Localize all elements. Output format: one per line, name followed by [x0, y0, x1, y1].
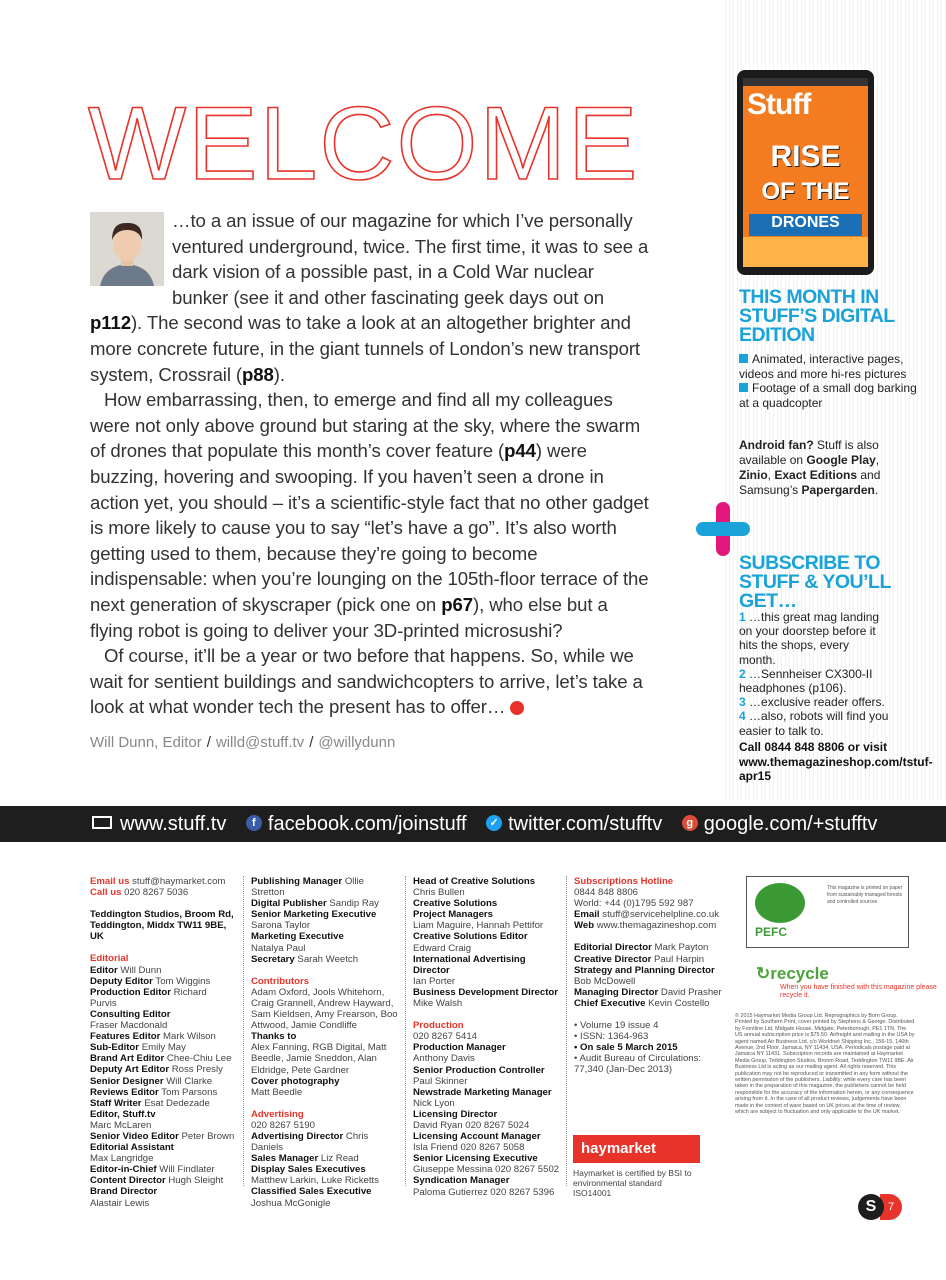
credit-line: Production Manager [413, 1042, 506, 1054]
credit-line: Sub-Editor Emily May [90, 1042, 186, 1054]
credit-line: • Audit Bureau of Circulations: [574, 1053, 702, 1065]
credit-line: Max Langridge [90, 1153, 154, 1165]
spacer [574, 1009, 724, 1020]
credit-line: Advertising Director Chris Daniels [251, 1130, 369, 1154]
credit-line: Digital Publisher Sandip Ray [251, 898, 379, 910]
credit-line: Content Director Hugh Sleight [90, 1175, 224, 1187]
spacer [251, 965, 399, 976]
twitter-link[interactable]: twitter.com/stufftv [508, 813, 663, 835]
credit-line: Sales Manager Liz Read [251, 1153, 359, 1165]
credit-line: 020 8267 5190 [251, 1119, 316, 1131]
credit-line: Email stuff@servicehelpline.co.uk [574, 909, 720, 921]
subscribe-heading: SUBSCRIBE TO STUFF & YOU’LL GET… [739, 552, 891, 612]
credit-line: Mike Walsh [413, 998, 463, 1010]
credit-line: Reviews Editor Tom Parsons [90, 1086, 218, 1098]
credit-line: Alex Fanning, RGB Digital, Matt Beedle, Jamie Sneddon, Alan Eldridge, Pete Gardner [251, 1042, 387, 1076]
list-item: 2 …Sennheiser CX300-II headphones (p106). [739, 666, 873, 696]
credit-line: Production [413, 1020, 464, 1032]
stuff-logo-icon: S [858, 1194, 884, 1220]
spacer [251, 1098, 399, 1109]
spacer [574, 931, 724, 942]
credit-line: Isla Friend 020 8267 5058 [413, 1142, 525, 1154]
credit-line: Marc McLaren [90, 1119, 152, 1131]
editor-photo [90, 212, 164, 286]
pefc-logo: PEFC This magazine is printed on paper from sustainably managed forests and controlled sources [746, 876, 909, 948]
cover-tablet [737, 70, 874, 275]
column-divider [566, 876, 567, 1186]
credit-line: Matt Beedle [251, 1086, 303, 1098]
credit-line: Adam Oxford, Jools Whitehorn, Craig Grannell, Andrew Hayward, Sam Kieldsen, Amy Frearson, Boo Attwood, Jamie Condliffe [251, 986, 398, 1032]
credit-line: Joshua McGonigle [251, 1197, 331, 1209]
facebook-icon: f [246, 815, 262, 831]
credit-line: Deputy Editor Tom Wiggins [90, 975, 211, 987]
subscribe-call[interactable]: Call 0844 848 8806 or visit www.themagazineshop.com/tstuf-apr15 [739, 740, 933, 783]
laptop-icon [92, 816, 112, 829]
column-divider [405, 876, 406, 1186]
editor-name: Will Dunn, Editor [90, 734, 202, 751]
credit-line: Subscriptions Hotline [574, 876, 674, 887]
credit-line: Project Managers [413, 909, 493, 921]
credit-line: Nick Lyon [413, 1097, 455, 1109]
credit-line: Fraser Macdonald [90, 1020, 168, 1032]
credit-line: Chris Bullen [413, 887, 465, 899]
credit-line: Consulting Editor [90, 1008, 171, 1020]
credit-line: Advertising [251, 1108, 304, 1120]
bullet-icon [739, 383, 748, 392]
credit-line: Senior Marketing Executive [251, 909, 377, 921]
credit-line: Giuseppe Messina 020 8267 5502 [413, 1164, 560, 1176]
tree-icon [755, 883, 805, 923]
credit-line: Email us stuff@haymarket.com [90, 876, 226, 887]
credit-line: Call us 020 8267 5036 [90, 887, 189, 899]
list-item: 3 …exclusive reader offers. [739, 695, 885, 710]
twitter-icon: ✓ [486, 815, 502, 831]
credit-line: Creative Solutions [413, 898, 498, 910]
masthead-column-3 [413, 876, 565, 1198]
credit-line: Editor Will Dunn [90, 964, 162, 976]
credit-line: Editorial Assistant [90, 1142, 174, 1154]
haymarket-logo: haymarket [573, 1135, 700, 1163]
credit-line: Editor, Stuff.tv [90, 1108, 156, 1120]
bullet-icon [739, 354, 748, 363]
credit-line: • On sale 5 March 2015 [574, 1042, 678, 1054]
plus-icon [696, 502, 750, 556]
credit-line: Licensing Director [413, 1108, 498, 1120]
credit-line: Managing Director David Prasher [574, 986, 722, 998]
credit-line: David Ryan 020 8267 5024 [413, 1119, 530, 1131]
credit-line: Ian Porter [413, 975, 456, 987]
credit-line: Teddington Studios, Broom Rd, Teddington, Middx TW11 9BE, UK [90, 909, 234, 943]
subscribe-list [739, 610, 889, 738]
credit-line: Secretary Sarah Weetch [251, 953, 359, 965]
credit-line: Editorial [90, 953, 129, 965]
credit-line: Head of Creative Solutions [413, 876, 536, 887]
credit-line: Natalya Paul [251, 942, 306, 954]
credit-line: Edward Craig [413, 942, 472, 954]
credit-line: Classified Sales Executive [251, 1186, 372, 1198]
column-divider [243, 876, 244, 1186]
credit-line: Cover photography [251, 1075, 340, 1087]
credit-line: Strategy and Planning Director [574, 964, 715, 976]
credit-line: 020 8267 5414 [413, 1031, 478, 1043]
credit-line: Matthew Larkin, Luke Ricketts [251, 1175, 379, 1187]
credit-line: Staff Writer Esat Dedezade [90, 1097, 210, 1109]
credit-line: Brand Art Editor Chee-Chiu Lee [90, 1053, 232, 1065]
credit-line: Paul Skinner [413, 1075, 468, 1087]
list-item: 1 …this great mag landing on your doorstep before it hits the shops, every month. [739, 610, 880, 667]
credit-line: Newstrade Marketing Manager [413, 1086, 552, 1098]
page-ref: p112 [90, 312, 131, 334]
links-bar [0, 806, 946, 842]
credit-line: Business Development Director [413, 986, 559, 998]
list-item: 4 …also, robots will find you easier to talk to. [739, 709, 889, 738]
android-note: Android fan? Stuff is also available on Google Play, Zinio, Exact Editions and Samsung’s Papergarden. [739, 438, 881, 497]
credit-line: Web www.themagazineshop.com [574, 920, 717, 932]
credit-line: Creative Director Paul Harpin [574, 953, 705, 965]
credit-line: Senior Production Controller [413, 1064, 545, 1076]
masthead-column-1 [90, 876, 235, 1209]
cover-headline-drones: DRONES [749, 214, 862, 236]
credit-line: Display Sales Executives [251, 1164, 366, 1176]
facebook-link[interactable]: facebook.com/joinstuff [267, 813, 467, 835]
intro-paragraph-3: Of course, it’ll be a year or two before that happens. So, while we wait for sentient buildings and sandwichcopters to arrive, let’s take a look at what wonder tech the present has to offer… S [90, 645, 643, 718]
legal-text: © 2015 Haymarket Media Group Ltd. Reprographics by Born Group. Printed by Southern Print, cover printed by Stephens & George. Distributed by Frontline Ltd, Midgate House, Midgate, Peterborough, PE1 1TN. The US annual subscription price is $75.50. Airfreight and mailing in the USA by agent named Air Business Ltd, c/o Worldnet Shipping Inc., 156-15, 146th Avenue, 2nd Floor, Jamaica, NY 11434, USA. Periodicals postage paid at Jamaica NY 11431. Subscription records are maintained at Haymarket Media Group, Teddington Studios, Broom Road, Teddington TW11 9BE. Air Business Ltd is acting as our mailing agent. All rights reserved. This publication may not be reproduced or transmitted in any form without the written permission of the publishers. Liability: while every care has been taken in the preparation of this magazine, the publishers cannot be held responsible for the accuracy of the information herein, or any consequence arising from it. In the case of all product reviews, judgements have been made in the context of ware based on UK prices at the time of review, which are subject to fluctuation and only applicable to the UK market. [735, 1013, 915, 1116]
credit-line: Editor-in-Chief Will Findlater [90, 1164, 215, 1176]
masthead-column-4 [574, 876, 724, 1076]
credit-line: • Volume 19 issue 4 [574, 1020, 659, 1032]
signoff: Will Dunn, Editor / willd@stuff.tv / @willydunn [90, 734, 396, 751]
credit-line: World: +44 (0)1795 592 987 [574, 898, 694, 910]
credit-line: Contributors [251, 975, 310, 987]
masthead-column-2 [251, 876, 399, 1209]
credit-line: Marketing Executive [251, 931, 344, 943]
credit-line: • ISSN: 1364-963 [574, 1031, 649, 1043]
credit-line: Publishing Manager Ollie Stretton [251, 876, 365, 899]
list-item: Animated, interactive pages, videos and more hi-res pictures [739, 352, 907, 381]
credit-line: Deputy Art Editor Ross Presly [90, 1064, 223, 1076]
spacer [90, 942, 235, 953]
credit-line: Paloma Gutierrez 020 8267 5396 [413, 1186, 555, 1198]
stuff-end-icon: S [510, 701, 524, 715]
editor-email[interactable]: willd@stuff.tv [215, 734, 305, 751]
credit-line: Chief Executive Kevin Costello [574, 997, 710, 1009]
cover-headline-rise: RISE [770, 140, 841, 173]
google-link[interactable]: google.com/+stufftv [703, 813, 878, 835]
cover-masthead: Stuff [747, 88, 811, 121]
credit-line: Anthony Davis [413, 1053, 475, 1065]
page-ref: p44 [504, 440, 536, 462]
list-item: Footage of a small dog barking at a quadcopter [739, 381, 917, 410]
credit-line: Brand Director [90, 1186, 158, 1198]
credit-line: Senior Licensing Executive [413, 1153, 538, 1165]
credit-line: Senior Video Editor Peter Brown [90, 1130, 235, 1142]
credit-line: Sarona Taylor [251, 920, 311, 932]
credit-line: Production Editor Richard Purvis [90, 986, 207, 1009]
credit-line: Bob McDowell [574, 975, 636, 987]
recycle-logo: ↻recycle When you have finished with this magazine please recycle it. [756, 964, 937, 999]
page-title: WELCOME [88, 86, 640, 202]
spacer [413, 1009, 565, 1020]
intro-text [90, 208, 650, 720]
digital-edition-heading: THIS MONTH IN STUFF’S DIGITAL EDITION [739, 286, 895, 346]
spacer [90, 898, 235, 909]
credit-line: Creative Solutions Editor [413, 931, 528, 943]
website-link[interactable]: www.stuff.tv [120, 813, 227, 835]
haymarket-certification: Haymarket is certified by BSI to environmental standard ISO14001 [573, 1168, 692, 1198]
page-ref: p67 [441, 593, 473, 615]
credit-line: Senior Designer Will Clarke [90, 1075, 213, 1087]
recycle-icon: ↻ [756, 964, 771, 983]
digital-edition-list [739, 352, 919, 410]
page-ref: p88 [242, 363, 274, 385]
google-plus-icon: g [682, 815, 698, 831]
credit-line: Liam Maguire, Hannah Pettifor [413, 920, 544, 932]
credit-line: International Advertising Director [413, 953, 526, 976]
credit-line: Alastair Lewis [90, 1197, 150, 1209]
cover-headline-ofthe: OF THE [761, 178, 850, 205]
credit-line: Thanks to [251, 1031, 297, 1043]
editor-twitter[interactable]: @willydunn [318, 734, 396, 751]
intro-paragraph-2: How embarrassing, then, to emerge and find all my colleagues were not only above ground but staring at the sky, where the swarm of drones that populate this month’s cover feature (p44) were buzzing, hovering and swooping. If you haven’t seen a drone in action yet, you should – it’s a scientific-style fact that no other gadget is more likely to cause you to say “let’s have a go”. It’s also worth getting used to them, because they’re going to become indispensable: when you’re lounging on the 105th-floor terrace of the next generation of skyscraper (pick one on p67), who else but a flying robot is going to deliver your 3D-printed microsushi? [90, 389, 649, 641]
credit-line: Editorial Director Mark Payton [574, 942, 709, 954]
credit-line: Features Editor Mark Wilson [90, 1031, 216, 1043]
intro-paragraph-1: …to a an issue of our magazine for which I’ve personally ventured underground, twice. The first time, it was to see a dark vision of a possible past, in a Cold War nuclear bunker (see it and other fascinating geek days out on p112). The second was to take a look at an altogether brighter and more concrete future, in the giant tunnels of London’s new transport system, Crossrail (p88). [90, 210, 649, 385]
credit-line: Licensing Account Manager [413, 1131, 541, 1143]
credit-line: 0844 848 8806 [574, 887, 639, 899]
credit-line: 77,340 (Jan-Dec 2013) [574, 1064, 673, 1076]
credit-line: Syndication Manager [413, 1175, 510, 1187]
